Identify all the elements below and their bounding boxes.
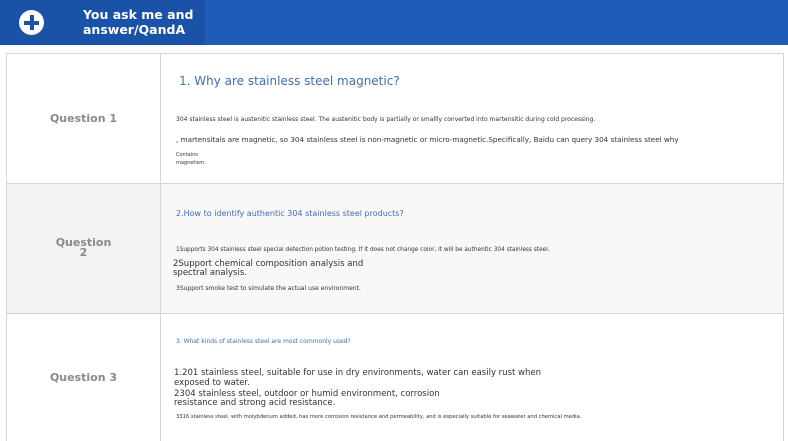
question-label-cell — [7, 54, 161, 183]
answer-line: spectral analysis. — [173, 268, 247, 278]
question-label: Question 1 — [49, 112, 118, 125]
answer-cell — [161, 314, 783, 441]
question-label-cell — [7, 314, 161, 441]
answer-line: , martensitals are magnetic, so 304 stainless steel is non-magnetic or micro-magnetic.Specifically, Baidu can query 304 stainless steel why — [176, 135, 679, 144]
question-label: Question 3 — [49, 371, 118, 384]
answer-line: 1.201 stainless steel, suitable for use in dry environments, water can easily rust when — [174, 368, 541, 378]
qa-row-1 — [7, 54, 783, 184]
answer-line: 2304 stainless steel, outdoor or humid environment, corrosion — [174, 389, 440, 399]
answer-line: magnetism. — [176, 160, 206, 166]
answer-line: 2Support chemical composition analysis and — [173, 259, 364, 269]
header-title-line1: You ask me and — [83, 7, 194, 22]
question-title: 2.How to identify authentic 304 stainless steel products? — [176, 209, 404, 218]
qa-table — [6, 53, 784, 441]
answer-cell — [161, 54, 783, 183]
answer-line: 3Support smoke test to simulate the actual use environment. — [176, 285, 361, 292]
answer-line: 304 stainless steel is austenitic stainless steel. The austenitic body is partially or smallly converted into martensitic during cold processing. — [176, 116, 596, 123]
header-bar — [0, 0, 788, 45]
qa-row-2 — [7, 184, 783, 314]
answer-line: exposed to water. — [174, 378, 250, 388]
answer-line: Contains — [176, 152, 198, 158]
plus-circle-icon[interactable] — [19, 10, 44, 35]
answer-cell — [161, 184, 783, 313]
header-title-line2: answer/QandA — [83, 22, 186, 37]
answer-line: 1Supports 304 stainless steel special detection potion testing. If it does not change color, it will be authentic 304 stainless steel. — [176, 247, 550, 253]
header-tab[interactable] — [0, 0, 205, 45]
question-label-number: 2 — [79, 246, 88, 259]
header-title — [83, 7, 203, 37]
question-label-cell — [7, 184, 161, 313]
answer-line: 3316 stainless steel, with molybdenum added, has more corrosion resistance and permeability, and is especially suitable for seawater and chemical media. — [176, 414, 582, 420]
question-title: 1. Why are stainless steel magnetic? — [179, 74, 400, 88]
answer-line: resistance and strong acid resistance. — [174, 398, 336, 408]
question-title: 3. What kinds of stainless steel are most commonly used? — [176, 338, 351, 345]
question-label: Question — [55, 236, 112, 249]
qa-row-3 — [7, 314, 783, 441]
